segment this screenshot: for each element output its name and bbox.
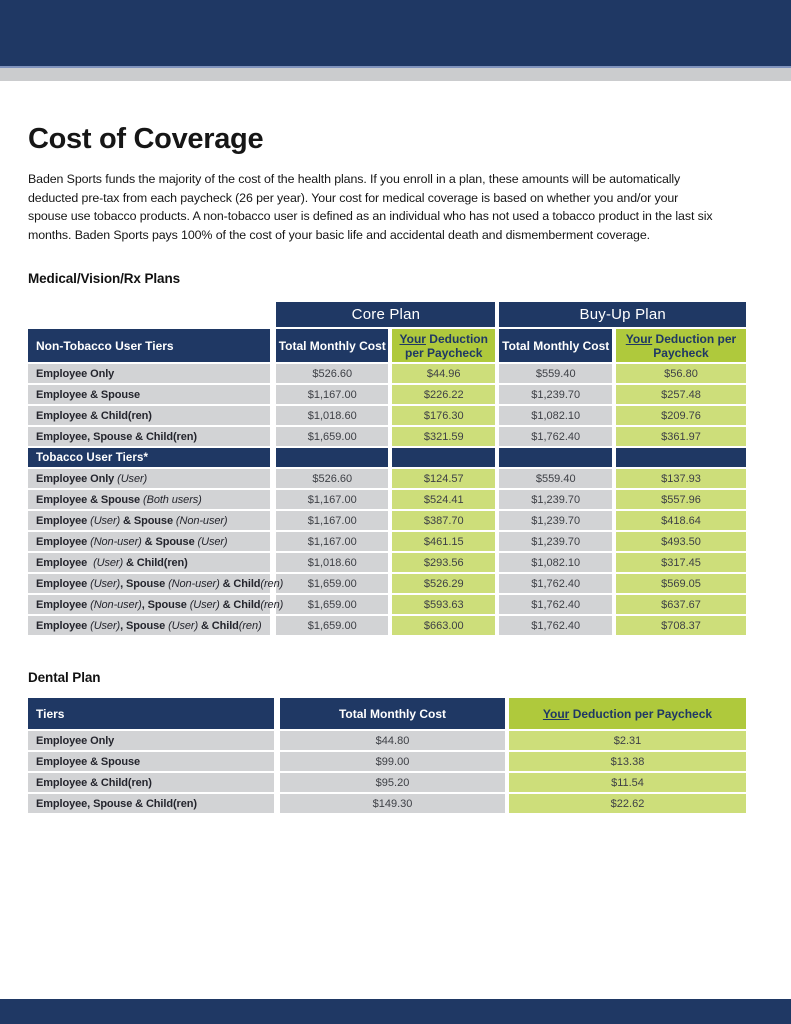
table-row: [28, 594, 746, 615]
plan-header-spacer: [28, 302, 273, 328]
medical-plans-table: [28, 302, 746, 637]
value-cell: $493.50: [614, 531, 746, 552]
core-total-monthly-cost-header: Total Monthly Cost: [273, 328, 390, 363]
tier-label-cell: Employee Only (User): [28, 468, 273, 489]
tobacco-section-label: Tobacco User Tiers*: [28, 447, 273, 468]
column-header-row: [28, 698, 746, 730]
table-row: [28, 793, 746, 814]
value-cell: $524.41: [390, 489, 497, 510]
value-cell: $321.59: [390, 426, 497, 447]
tier-label-cell: Employee & Spouse: [28, 751, 277, 772]
tier-label-cell: Employee & Spouse: [28, 384, 273, 405]
tobacco-section-row: [28, 447, 746, 468]
dental-tiers-header: Tiers: [28, 698, 277, 730]
value-cell: $1,659.00: [273, 615, 390, 636]
deduction-rest: Deduction per Paycheck: [569, 706, 713, 721]
table-row: [28, 405, 746, 426]
table-row: [28, 615, 746, 636]
buyup-deduction-header: [614, 328, 746, 363]
table-row: [28, 772, 746, 793]
value-cell: $1,762.40: [497, 426, 614, 447]
tier-label-cell: Employee & Child(ren): [28, 772, 277, 793]
core-deduction-header: [390, 328, 497, 363]
value-cell: $226.22: [390, 384, 497, 405]
top-accent-strip: [0, 66, 791, 81]
dental-section-heading: Dental Plan: [28, 670, 101, 686]
deduction-rest: Deduction per Paycheck: [652, 331, 737, 360]
value-cell: $663.00: [390, 615, 497, 636]
table-row: [28, 751, 746, 772]
value-cell: $95.20: [277, 772, 507, 793]
tier-label-cell: Employee, Spouse & Child(ren): [28, 793, 277, 814]
value-cell: $1,018.60: [273, 552, 390, 573]
value-cell: $149.30: [277, 793, 507, 814]
value-cell: $559.40: [497, 363, 614, 384]
value-cell: $1,018.60: [273, 405, 390, 426]
deduction-underlined-word: Your: [399, 331, 426, 346]
tier-label-cell: Employee (User), Spouse (User) & Child(ren): [28, 615, 273, 636]
tobacco-section-filler-cell: [497, 447, 614, 468]
buyup-total-monthly-cost-header: Total Monthly Cost: [497, 328, 614, 363]
value-cell: $1,239.70: [497, 489, 614, 510]
value-cell: $22.62: [507, 793, 746, 814]
value-cell: $1,167.00: [273, 489, 390, 510]
value-cell: $569.05: [614, 573, 746, 594]
value-cell: $11.54: [507, 772, 746, 793]
table-row: [28, 573, 746, 594]
value-cell: $526.60: [273, 468, 390, 489]
top-banner: [0, 0, 791, 66]
value-cell: $1,762.40: [497, 615, 614, 636]
value-cell: $418.64: [614, 510, 746, 531]
tier-label-cell: Employee & Spouse (Both users): [28, 489, 273, 510]
intro-line: spouse use tobacco products. A non-tobacco user is defined as an individual who has not used a tobacco product in the last six: [28, 209, 713, 224]
tier-label-cell: Employee (Non-user), Spouse (User) & Child(ren): [28, 594, 273, 615]
value-cell: $1,659.00: [273, 573, 390, 594]
tier-label-cell: Employee (User) & Spouse (Non-user): [28, 510, 273, 531]
value-cell: $708.37: [614, 615, 746, 636]
tobacco-section-filler-cell: [273, 447, 390, 468]
value-cell: $593.63: [390, 594, 497, 615]
intro-line: deducted pre-tax from each paycheck (26 per year). Your cost for medical coverage is based on whether you and/or your: [28, 190, 679, 205]
value-cell: $56.80: [614, 363, 746, 384]
page-title: Cost of Coverage: [28, 123, 264, 155]
tobacco-section-filler-cell: [614, 447, 746, 468]
tobacco-section-filler-cell: [390, 447, 497, 468]
table-row: [28, 468, 746, 489]
tier-label-cell: Employee & Child(ren): [28, 405, 273, 426]
table-row: [28, 531, 746, 552]
table-row: [28, 384, 746, 405]
value-cell: $526.29: [390, 573, 497, 594]
value-cell: $1,239.70: [497, 384, 614, 405]
tier-label-cell: Employee (Non-user) & Spouse (User): [28, 531, 273, 552]
value-cell: $1,659.00: [273, 426, 390, 447]
value-cell: $637.67: [614, 594, 746, 615]
value-cell: $526.60: [273, 363, 390, 384]
table-row: [28, 552, 746, 573]
column-header-row: [28, 328, 746, 363]
value-cell: $1,239.70: [497, 531, 614, 552]
value-cell: $209.76: [614, 405, 746, 426]
buyup-plan-header: Buy-Up Plan: [497, 302, 746, 328]
tier-label-cell: Employee Only: [28, 363, 273, 384]
plan-group-header-row: [28, 302, 746, 328]
value-cell: $137.93: [614, 468, 746, 489]
value-cell: $317.45: [614, 552, 746, 573]
bottom-banner: [0, 999, 791, 1024]
dental-plan-table: [28, 698, 746, 815]
value-cell: $1,167.00: [273, 531, 390, 552]
table-row: [28, 510, 746, 531]
value-cell: $2.31: [507, 730, 746, 751]
tier-label-cell: Employee (User), Spouse (Non-user) & Child(ren): [28, 573, 273, 594]
table-row: [28, 730, 746, 751]
deduction-rest: Deduction per Paycheck: [405, 331, 488, 360]
tier-label-cell: Employee (User) & Child(ren): [28, 552, 273, 573]
value-cell: $559.40: [497, 468, 614, 489]
value-cell: $44.96: [390, 363, 497, 384]
value-cell: $387.70: [390, 510, 497, 531]
value-cell: $1,659.00: [273, 594, 390, 615]
page-content: [0, 123, 791, 815]
value-cell: $257.48: [614, 384, 746, 405]
value-cell: $44.80: [277, 730, 507, 751]
non-tobacco-tiers-header: Non-Tobacco User Tiers: [28, 328, 273, 363]
value-cell: $1,167.00: [273, 510, 390, 531]
intro-line: Baden Sports funds the majority of the cost of the health plans. If you enroll in a plan, these amounts will be automatically: [28, 172, 681, 186]
value-cell: $1,239.70: [497, 510, 614, 531]
value-cell: $176.30: [390, 405, 497, 426]
table-row: [28, 489, 746, 510]
value-cell: $1,762.40: [497, 594, 614, 615]
table-row: [28, 426, 746, 447]
tier-label-cell: Employee, Spouse & Child(ren): [28, 426, 273, 447]
value-cell: $1,082.10: [497, 552, 614, 573]
deduction-underlined-word: Your: [542, 706, 570, 721]
value-cell: $557.96: [614, 489, 746, 510]
value-cell: $361.97: [614, 426, 746, 447]
intro-line: months. Baden Sports pays 100% of the cost of your basic life and accidental death and dismemberment coverage.: [28, 227, 650, 242]
value-cell: $124.57: [390, 468, 497, 489]
value-cell: $1,762.40: [497, 573, 614, 594]
intro-paragraph: [28, 170, 763, 244]
value-cell: $461.15: [390, 531, 497, 552]
deduction-underlined-word: Your: [625, 331, 653, 346]
value-cell: $99.00: [277, 751, 507, 772]
value-cell: $13.38: [507, 751, 746, 772]
table-row: [28, 363, 746, 384]
dental-deduction-header: [507, 698, 746, 730]
value-cell: $293.56: [390, 552, 497, 573]
dental-total-monthly-cost-header: Total Monthly Cost: [277, 698, 507, 730]
medical-section-heading: Medical/Vision/Rx Plans: [28, 271, 181, 287]
value-cell: $1,167.00: [273, 384, 390, 405]
tier-label-cell: Employee Only: [28, 730, 277, 751]
value-cell: $1,082.10: [497, 405, 614, 426]
core-plan-header: Core Plan: [273, 302, 497, 328]
